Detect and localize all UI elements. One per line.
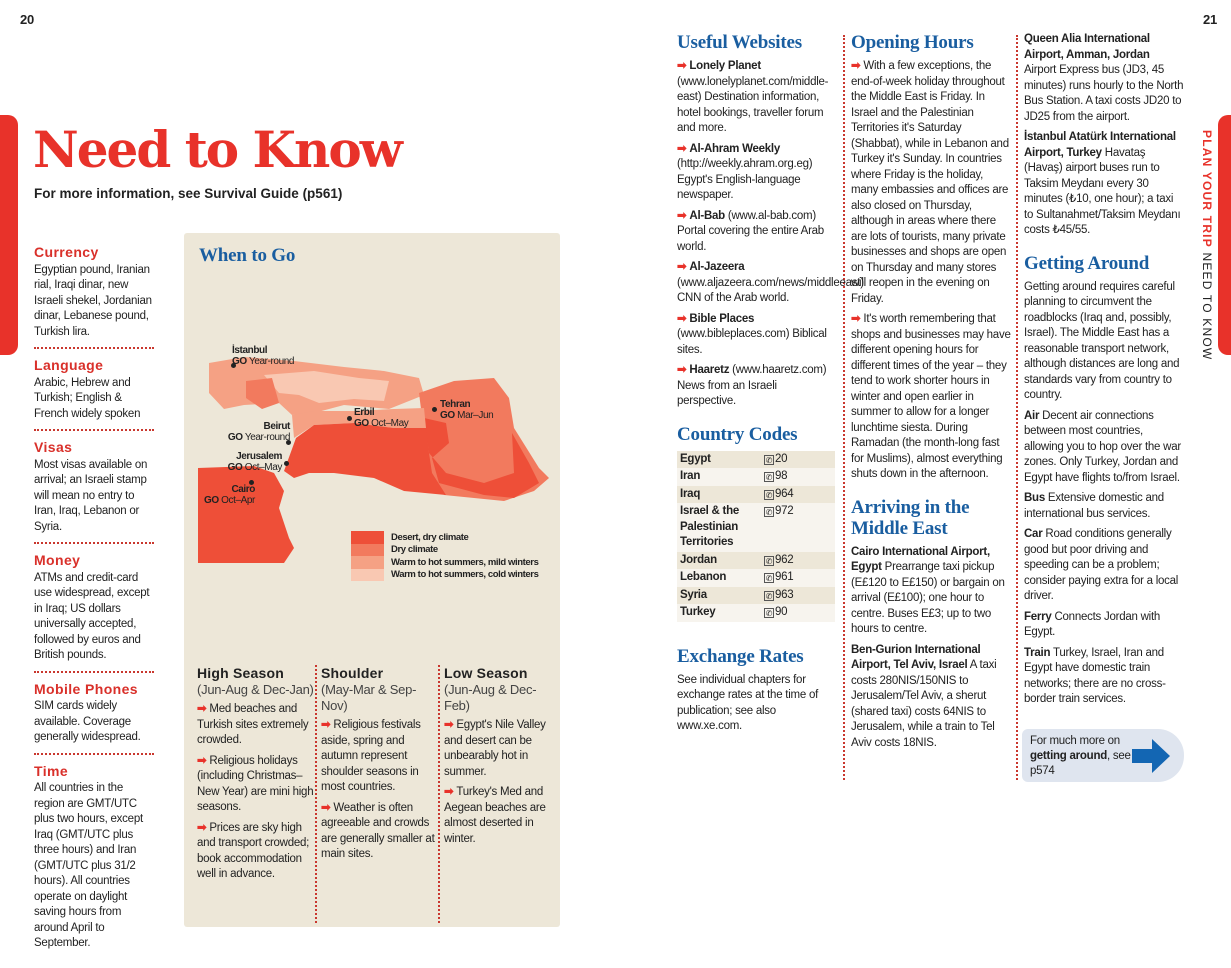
country-code <box>761 503 835 552</box>
getting-around-title: Getting Around <box>1024 252 1150 274</box>
go-label: GO <box>354 418 369 429</box>
season-text: Religious festivals aside, spring and autumn represent shoulder seasons in most countries. <box>321 719 421 793</box>
season-point <box>197 702 315 749</box>
code-value: 972 <box>775 505 794 517</box>
country-code <box>761 552 835 570</box>
arriving-title: Arriving in the Middle East <box>851 496 970 539</box>
country-code <box>761 569 835 587</box>
season-point <box>444 785 562 847</box>
legend-swatch <box>351 531 384 544</box>
column-divider <box>1016 35 1018 780</box>
arrow-icon: ➡ <box>197 754 207 767</box>
website-item <box>677 142 835 204</box>
airport-text: Airport Express bus (JD3, 45 minutes) runs hourly to the North Bus Station. A taxi costs JD20 to JD25 from the airport. <box>1024 64 1184 123</box>
transport-item <box>1024 610 1184 641</box>
table-row <box>677 503 835 552</box>
go-label: GO <box>227 462 243 473</box>
season-divider <box>438 665 440 923</box>
transport-text: Decent air connections between most countries, allowing you to hop over the war zones. Only Turkey, Jordan and Egypt have flights to/from Israel. <box>1024 409 1181 484</box>
fact-heading: Time <box>34 762 69 779</box>
phone-icon: ✆ <box>765 591 773 601</box>
go-months: Mar–Jun <box>457 410 494 421</box>
websites-list <box>677 59 864 410</box>
arrow-icon: ➡ <box>321 719 331 731</box>
transport-mode: Bus <box>1024 492 1045 504</box>
fact-language <box>34 358 154 431</box>
website-item <box>677 59 835 137</box>
page-subtitle: For more information, see Survival Guide (p561) <box>34 186 343 201</box>
season-range: (Jun-Aug & Dec-Feb) <box>444 682 537 713</box>
website-text: (http://weekly.ahram.org.eg) Egypt's English-language newspaper. <box>677 158 813 201</box>
arrow-icon: ➡ <box>197 703 207 715</box>
code-value: 90 <box>775 606 788 618</box>
fact-time <box>34 764 154 959</box>
code-value: 963 <box>775 588 794 601</box>
city-label-beirut <box>228 421 290 443</box>
arrival-item <box>1024 130 1184 239</box>
country-name: Lebanon <box>680 571 727 583</box>
season-text: Med beaches and Turkish sites extremely crowded. <box>197 703 309 746</box>
website-name[interactable]: Al-Bab <box>689 209 725 222</box>
transport-list <box>1024 409 1184 708</box>
arrow-icon: ➡ <box>444 786 454 798</box>
website-text: (www.haaretz.com) News from an Israeli perspective. <box>677 364 827 407</box>
season-name: High Season <box>197 665 284 681</box>
map-legend <box>351 531 538 581</box>
city-name: Erbil <box>354 407 375 418</box>
season-range: (Jun-Aug & Dec-Jan) <box>197 682 314 697</box>
table-row <box>677 451 835 469</box>
legend-label: Warm to hot summers, mild winters <box>391 556 539 568</box>
go-months: Year-round <box>248 356 295 367</box>
go-label: GO <box>440 410 455 421</box>
season-point <box>321 801 439 863</box>
season-point <box>197 754 315 816</box>
transport-item <box>1024 646 1184 708</box>
fact-text: SIM cards widely available. Coverage generally widespread. <box>34 700 141 743</box>
airport-text: Prearrange taxi pickup (E£120 to E£150) or bargain on arrival (E£100); one hour to centre. Buses E£3; up to two hours to centre. <box>851 561 1005 635</box>
website-item <box>677 209 835 256</box>
table-row <box>677 569 835 587</box>
column-1 <box>677 32 864 740</box>
phone-icon: ✆ <box>765 490 773 500</box>
chapter-side-label <box>1194 130 1214 361</box>
more-pre: For much more on <box>1030 735 1120 747</box>
more-post: , see p574 <box>1030 750 1131 777</box>
column-2 <box>851 32 1011 756</box>
website-text: (www.aljazeera.com/news/middleeast) CNN of the Arab world. <box>677 276 864 304</box>
table-row <box>677 552 835 570</box>
map-region-arabian-desert <box>284 423 446 495</box>
phone-icon: ✆ <box>765 609 773 618</box>
transport-text: Connects Jordan with Egypt. <box>1024 610 1161 638</box>
country-code <box>761 451 835 469</box>
code-value: 964 <box>775 487 794 500</box>
side-label-chapter: NEED TO KNOW <box>1200 247 1214 361</box>
arrival-item <box>1024 32 1184 125</box>
airport-name: Ben-Gurion International Airport, Tel Aviv, Israel <box>851 643 981 671</box>
arrow-icon: ➡ <box>321 801 331 814</box>
city-label-tehran <box>440 399 493 421</box>
fact-text: Arabic, Hebrew and Turkish; English & French widely spoken <box>34 376 141 420</box>
arrow-icon: ➡ <box>677 60 687 72</box>
map-region-egypt <box>198 466 294 563</box>
fact-text: ATMs and credit-card use widespread, except in Iraq; US dollars universally accepted, followed by euros and British pounds. <box>34 571 150 661</box>
getting-around-intro: Getting around requires careful planning to circumvent the roadblocks (Iraq and, possibly, Israel). The Middle East has a reasonable transport network, although distances are long and standards vary from country to country. <box>1024 280 1180 401</box>
fact-heading: Currency <box>34 244 99 260</box>
legend-label: Desert, dry climate <box>391 531 469 543</box>
code-value: 961 <box>775 571 794 583</box>
arrow-right-icon <box>1132 739 1172 773</box>
transport-mode: Train <box>1024 646 1051 659</box>
phone-icon: ✆ <box>765 455 773 465</box>
page-number-left: 20 <box>20 12 34 27</box>
opening-hours-title: Opening Hours <box>851 32 974 53</box>
arrival-item <box>851 643 1011 752</box>
city-name: Tehran <box>440 399 471 410</box>
phone-icon: ✆ <box>765 556 773 566</box>
country-code <box>761 468 835 486</box>
website-name[interactable]: Al-Ahram Weekly <box>689 142 781 155</box>
season-text: Prices are sky high and transport crowded; book accommodation well in advance. <box>197 821 310 880</box>
airport-name: Cairo International Airport, Egypt <box>851 545 990 573</box>
season-shoulder <box>321 665 439 868</box>
website-text: (www.lonelyplanet.com/middle-east) Destination information, hotel bookings, traveller forum and more. <box>677 75 829 134</box>
opening-text: With a few exceptions, the end-of-week holiday throughout the Middle East is Friday. In Israel and the Palestinian Territories it's Saturday (Shabbat), while in Lebanon and Turkey it's Sunday. In countries where Friday is the holiday, many embassies and offices are also closed on Thursday, although in areas where there are lots of tourists, many private businesses and shops are open on Thursday and many stores will reopen in the evening on Friday. <box>851 60 1009 305</box>
country-name: Turkey <box>680 606 716 618</box>
go-months: Oct–May <box>244 462 282 473</box>
table-row <box>677 468 835 486</box>
season-range: (May-Mar & Sep-Nov) <box>321 682 417 713</box>
airport-name: Queen Alia International Airport, Amman, Jordan <box>1024 33 1150 61</box>
fact-heading: Money <box>34 552 81 568</box>
transport-text: Extensive domestic and international bus services. <box>1024 492 1164 520</box>
season-name: Low Season <box>444 665 528 681</box>
country-name: Syria <box>680 588 707 601</box>
airport-text: A taxi costs 280NIS/150NIS to Jerusalem/Tel Aviv, a sherut (shared taxi) costs 64NIS to Jerusalem, while a train to Tel Aviv costs 18NIS. <box>851 659 997 749</box>
arrow-icon: ➡ <box>851 60 861 72</box>
go-label: GO <box>203 495 219 506</box>
table-row <box>677 486 835 504</box>
opening-point <box>851 312 1011 483</box>
arrow-icon: ➡ <box>677 209 687 222</box>
country-name: Israel & the Palestinian Territories <box>680 505 739 548</box>
arrival-item <box>851 545 1011 638</box>
season-point <box>321 718 439 796</box>
city-name: Cairo <box>231 484 255 495</box>
table-row <box>677 587 835 605</box>
country-name: Iraq <box>680 487 701 500</box>
transport-item <box>1024 527 1184 605</box>
fact-mobile-phones <box>34 682 154 755</box>
city-label-jerusalem <box>228 451 282 473</box>
transport-mode: Car <box>1024 528 1043 540</box>
city-dot-jerusalem <box>284 461 289 466</box>
more-link[interactable]: getting around <box>1030 750 1107 762</box>
page-number-right: 21 <box>1203 12 1217 27</box>
transport-item <box>1024 409 1184 487</box>
website-name[interactable]: Lonely Planet <box>689 60 761 72</box>
transport-text: Turkey, Israel, Iran and Egypt have domestic train networks; there are no cross-border train services. <box>1024 646 1166 705</box>
transport-text: Road conditions generally good but poor driving and speeding can be a problem; consider paying extra for a local driver. <box>1024 528 1179 602</box>
phone-icon: ✆ <box>765 574 773 583</box>
season-divider <box>315 665 317 923</box>
when-to-go-title: When to Go <box>199 245 296 266</box>
legend-label: Warm to hot summers, cold winters <box>391 569 539 580</box>
season-low <box>444 665 562 852</box>
website-item <box>677 312 835 359</box>
phone-icon: ✆ <box>765 508 773 517</box>
column-divider <box>843 35 845 780</box>
season-text: Turkey's Med and Aegean beaches are almost deserted in winter. <box>444 786 546 845</box>
arrow-icon: ➡ <box>677 312 687 325</box>
legend-item <box>351 569 538 582</box>
legend-swatch <box>351 556 384 569</box>
season-point <box>197 821 315 883</box>
when-to-go-panel <box>184 233 560 927</box>
legend-item <box>351 531 538 544</box>
country-name: Iran <box>680 470 701 482</box>
website-text: (www.al-bab.com) Portal covering the entire Arab world. <box>677 209 824 253</box>
useful-websites-title: Useful Websites <box>677 32 802 53</box>
season-high <box>197 665 315 888</box>
fact-visas <box>34 440 154 544</box>
more-info-callout[interactable] <box>1022 729 1184 782</box>
fact-currency <box>34 245 154 349</box>
season-point <box>444 718 562 780</box>
phone-icon: ✆ <box>765 473 773 482</box>
country-name: Egypt <box>680 452 711 465</box>
code-value: 20 <box>775 452 788 465</box>
city-name: İstanbul <box>232 345 268 356</box>
key-facts-sidebar <box>34 245 154 968</box>
go-months: Year-round <box>244 432 290 443</box>
go-label: GO <box>227 432 243 443</box>
go-months: Oct–May <box>371 418 409 429</box>
country-codes-table <box>677 451 835 622</box>
side-label-section: PLAN YOUR TRIP <box>1200 130 1214 248</box>
page-title: Need to Know <box>33 120 401 179</box>
airport-name: İstanbul Atatürk International Airport, Turkey <box>1024 131 1176 159</box>
fact-text: Egyptian pound, Iranian rial, Iraqi dinar, new Israeli shekel, Jordanian dinar, Lebanese pound, Turkish lira. <box>34 263 152 338</box>
country-code <box>761 604 835 622</box>
chapter-tab-right <box>1218 115 1231 355</box>
transport-mode: Air <box>1024 409 1040 422</box>
city-name: Beirut <box>263 421 290 432</box>
legend-swatch <box>351 544 384 557</box>
season-text: Egypt's Nile Valley and desert can be unbearably hot in summer. <box>444 719 546 778</box>
website-name[interactable]: Al-Jazeera <box>689 261 745 273</box>
legend-label: Dry climate <box>391 544 438 555</box>
website-name[interactable]: Bible Places <box>689 312 755 325</box>
exchange-rates-title: Exchange Rates <box>677 645 804 667</box>
legend-swatch <box>351 569 384 582</box>
exchange-rates-text: See individual chapters for exchange rates at the time of publication; see also www.xe.com. <box>677 673 819 732</box>
arrow-icon: ➡ <box>677 142 687 155</box>
country-code <box>761 587 835 605</box>
fact-text: All countries in the region are GMT/UTC plus two hours, except Iraq (GMT/UTC plus three hours) and Iran (GMT/UTC plus 31/2 hours). All countries operate on daylight saving hours from around April to September. <box>34 782 143 949</box>
website-item <box>677 260 864 307</box>
arrow-icon: ➡ <box>197 821 207 834</box>
city-dot-erbil <box>347 416 352 421</box>
fact-money <box>34 553 154 673</box>
opening-point <box>851 59 1011 307</box>
country-code <box>761 486 835 504</box>
city-label-istanbul <box>232 345 294 367</box>
country-codes-title: Country Codes <box>677 423 798 445</box>
fact-heading: Mobile Phones <box>34 680 138 697</box>
city-dot-tehran <box>432 407 437 412</box>
opening-text: It's worth remembering that shops and businesses may have different opening hours for different times of the year – they tend to work shorter hours in winter and open earlier in summer to allow for a longer lunchtime siesta. During Ramadan (the month-long fast for Muslims), almost everything shuts down in the afternoon. <box>851 313 1011 480</box>
website-item <box>677 363 835 410</box>
chapter-tab-left <box>0 115 18 355</box>
website-text: (www.bibleplaces.com) Biblical sites. <box>677 328 827 356</box>
go-label: GO <box>232 356 247 367</box>
column-3 <box>1024 32 1184 713</box>
code-value: 98 <box>775 470 788 482</box>
arrow-icon: ➡ <box>851 313 861 325</box>
fact-text: Most visas available on arrival; an Israeli stamp will mean no entry to Iran, Iraq, Lebanon or Syria. <box>34 458 148 533</box>
city-label-erbil <box>354 407 408 429</box>
airport-text: Havataş (Havaş) airport buses run to Taksim Meydanı every 30 minutes (₺10, one hour); a taxi to Sultanahmet/Taksim Meydanı costs ₺45/55. <box>1024 146 1181 236</box>
arrow-icon: ➡ <box>677 364 687 376</box>
go-months: Oct–Apr <box>221 495 255 506</box>
arrow-icon: ➡ <box>677 261 687 273</box>
fact-heading: Visas <box>34 439 73 455</box>
fact-heading: Language <box>34 357 104 373</box>
website-name[interactable]: Haaretz <box>689 364 730 376</box>
season-name: Shoulder <box>321 665 384 681</box>
transport-item <box>1024 491 1184 522</box>
city-name: Jerusalem <box>236 451 282 462</box>
code-value: 962 <box>775 553 794 566</box>
arrow-icon: ➡ <box>444 719 454 731</box>
transport-mode: Ferry <box>1024 610 1052 623</box>
country-name: Jordan <box>680 553 717 566</box>
season-text: Religious holidays (including Christmas–New Year) are mini high seasons. <box>197 754 314 813</box>
table-row <box>677 604 835 622</box>
season-text: Weather is often agreeable and crowds are generally smaller at main sites. <box>321 801 435 860</box>
city-label-cairo <box>204 484 255 506</box>
